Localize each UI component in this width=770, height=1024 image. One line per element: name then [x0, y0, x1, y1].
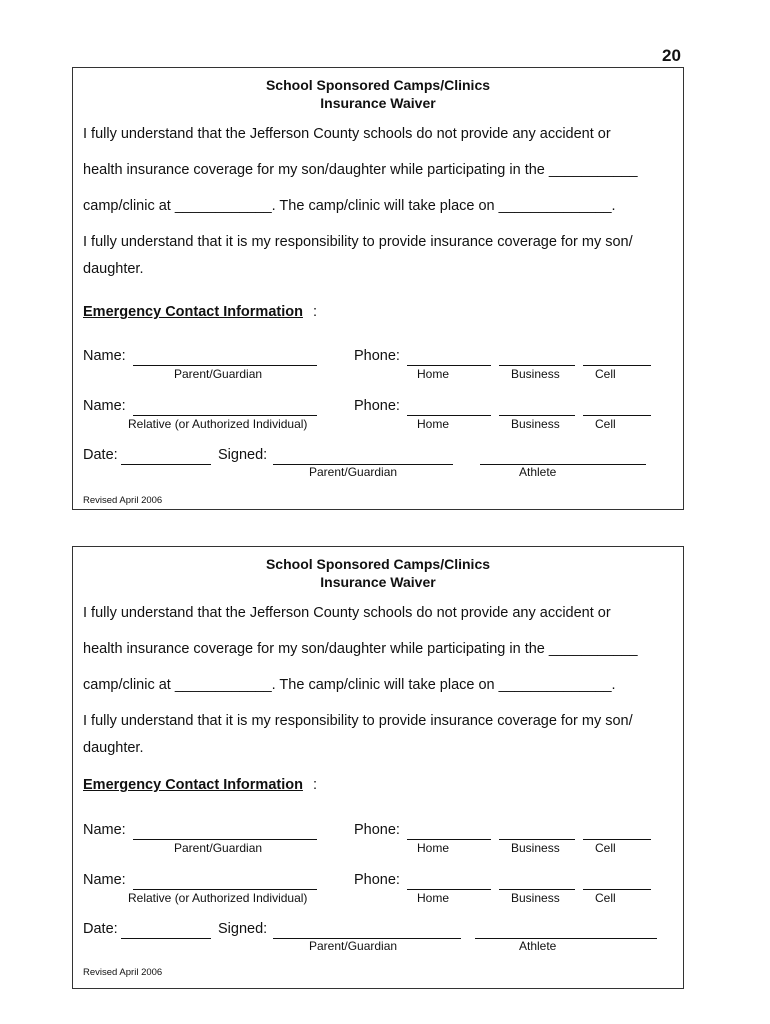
page-number: 20: [662, 46, 681, 65]
form-subtitle: Insurance Waiver: [320, 95, 436, 111]
home-caption: Home: [417, 367, 450, 381]
date-field[interactable]: [121, 464, 211, 465]
paragraph1-line2: health insurance coverage for my son/daughter while participating in the ___________: [83, 641, 638, 657]
form-subtitle: Insurance Waiver: [320, 574, 436, 590]
paragraph2-line1: I fully understand that it is my responsibility to provide insurance coverage for my son/: [83, 234, 633, 250]
business-caption: Business: [511, 417, 560, 431]
revised-date: Revised April 2006: [83, 495, 163, 506]
relative-business-phone-field[interactable]: [499, 889, 575, 890]
home-caption: Home: [417, 891, 450, 905]
relative-name-field[interactable]: [133, 889, 317, 890]
emergency-heading: Emergency Contact Information: [83, 304, 303, 320]
business-caption: Business: [511, 891, 560, 905]
relative-caption: Relative (or Authorized Individual): [128, 417, 308, 431]
signed-label: Signed:: [218, 921, 268, 937]
phone-label-parent: Phone:: [354, 822, 400, 838]
emergency-heading: Emergency Contact Information: [83, 777, 303, 793]
athlete-signature-field[interactable]: [475, 938, 657, 939]
phone-label-relative: Phone:: [354, 872, 400, 888]
name-label-parent: Name:: [83, 348, 126, 364]
parent-guardian-signature-caption: Parent/Guardian: [309, 939, 398, 953]
parent-guardian-signature-caption: Parent/Guardian: [309, 465, 398, 479]
paragraph1-line1: I fully understand that the Jefferson County schools do not provide any accident or: [83, 126, 611, 142]
form-title: School Sponsored Camps/Clinics: [265, 556, 491, 572]
paragraph1-line3: camp/clinic at ____________. The camp/clinic will take place on ______________.: [83, 198, 616, 214]
athlete-signature-field[interactable]: [480, 464, 646, 465]
cell-caption: Cell: [595, 417, 616, 431]
name-label-parent: Name:: [83, 822, 126, 838]
revised-date: Revised April 2006: [83, 967, 163, 978]
parent-guardian-caption: Parent/Guardian: [174, 841, 263, 855]
phone-label-relative: Phone:: [354, 398, 400, 414]
paragraph1-line2: health insurance coverage for my son/daughter while participating in the ___________: [83, 162, 638, 178]
athlete-caption: Athlete: [519, 939, 557, 953]
relative-name-field[interactable]: [133, 415, 317, 416]
date-label: Date:: [83, 447, 118, 463]
name-label-relative: Name:: [83, 398, 126, 414]
athlete-caption: Athlete: [519, 465, 557, 479]
paragraph1-line1: I fully understand that the Jefferson County schools do not provide any accident or: [83, 605, 611, 621]
paragraph2-line1: I fully understand that it is my responsibility to provide insurance coverage for my son/: [83, 713, 633, 729]
parent-guardian-caption: Parent/Guardian: [174, 367, 263, 381]
relative-home-phone-field[interactable]: [407, 889, 491, 890]
parent-cell-phone-field[interactable]: [583, 839, 651, 840]
cell-caption: Cell: [595, 367, 616, 381]
relative-cell-phone-field[interactable]: [583, 415, 651, 416]
paragraph2-line2: daughter.: [83, 740, 144, 756]
form-title: School Sponsored Camps/Clinics: [265, 77, 491, 93]
relative-caption: Relative (or Authorized Individual): [128, 891, 308, 905]
phone-label-parent: Phone:: [354, 348, 400, 364]
business-caption: Business: [511, 841, 560, 855]
business-caption: Business: [511, 367, 560, 381]
home-caption: Home: [417, 417, 450, 431]
cell-caption: Cell: [595, 841, 616, 855]
insurance-waiver-form-2: [72, 546, 684, 989]
parent-business-phone-field[interactable]: [499, 365, 575, 366]
signed-label: Signed:: [218, 447, 268, 463]
parent-home-phone-field[interactable]: [407, 839, 491, 840]
emergency-colon: :: [313, 777, 318, 793]
home-caption: Home: [417, 841, 450, 855]
relative-home-phone-field[interactable]: [407, 415, 491, 416]
date-label: Date:: [83, 921, 118, 937]
parent-name-field[interactable]: [133, 365, 317, 366]
parent-cell-phone-field[interactable]: [583, 365, 651, 366]
parent-name-field[interactable]: [133, 839, 317, 840]
relative-business-phone-field[interactable]: [499, 415, 575, 416]
name-label-relative: Name:: [83, 872, 126, 888]
insurance-waiver-form-1: [72, 67, 684, 510]
paragraph2-line2: daughter.: [83, 261, 144, 277]
date-field[interactable]: [121, 938, 211, 939]
parent-home-phone-field[interactable]: [407, 365, 491, 366]
relative-cell-phone-field[interactable]: [583, 889, 651, 890]
emergency-colon: :: [313, 304, 318, 320]
cell-caption: Cell: [595, 891, 616, 905]
paragraph1-line3: camp/clinic at ____________. The camp/clinic will take place on ______________.: [83, 677, 616, 693]
parent-business-phone-field[interactable]: [499, 839, 575, 840]
